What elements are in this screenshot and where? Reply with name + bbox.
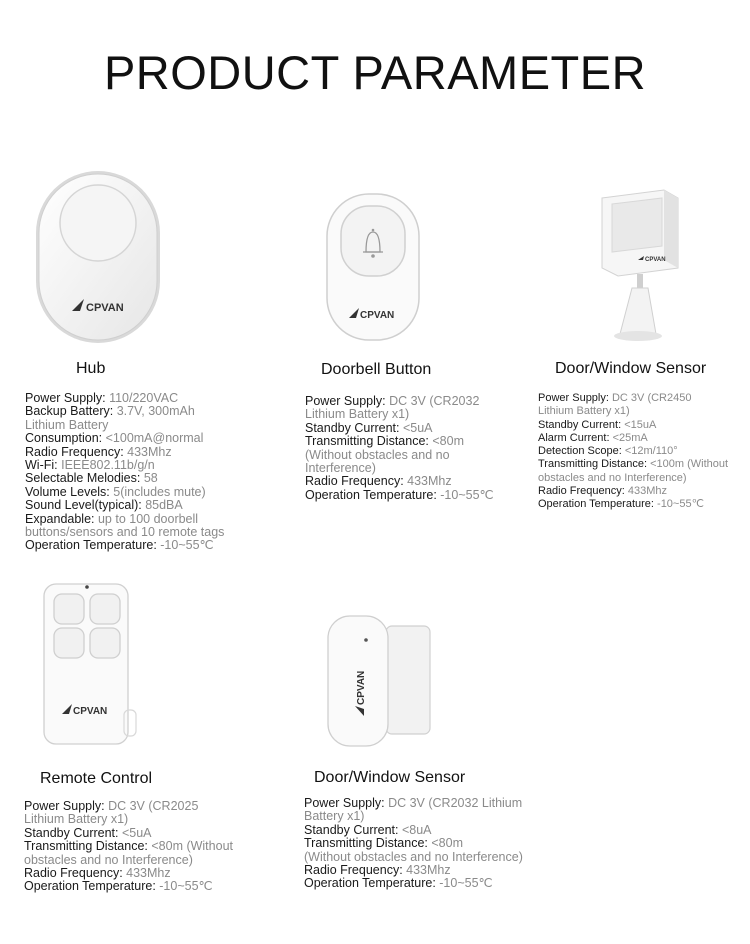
spec-value: IEEE802.11b/g/n: [61, 458, 155, 473]
remote-key-2: [90, 594, 120, 624]
contact-sensor-name: Door/Window Sensor: [314, 769, 466, 786]
spec-line: [25, 486, 224, 499]
spec-label: Radio Frequency:: [304, 863, 407, 878]
spec-line: [305, 449, 494, 462]
doorbell-image: [323, 192, 423, 344]
spec-label: Backup Battery:: [25, 404, 117, 419]
spec-value: 433Mhz: [627, 485, 668, 498]
spec-value: 58: [143, 471, 158, 486]
spec-label: Operation Temperature:: [304, 876, 440, 891]
spec-value: 433Mhz: [127, 444, 172, 459]
spec-line: [305, 435, 494, 448]
spec-value: 433Mhz: [126, 866, 171, 881]
spec-value: obstacles and no Interference): [24, 852, 193, 867]
spec-value: DC 3V (CR2032: [389, 394, 480, 408]
spec-value: Lithium Battery x1): [24, 812, 129, 827]
spec-line: [25, 539, 224, 552]
spec-line: [25, 499, 224, 512]
spec-label: Wi-Fi:: [25, 458, 62, 473]
spec-value: 85dBA: [145, 498, 183, 513]
spec-line: [24, 867, 233, 880]
spec-value: 5(includes mute): [113, 484, 206, 499]
spec-value: <100m (Without: [650, 458, 729, 471]
spec-line: [25, 446, 224, 459]
spec-line: [304, 864, 523, 877]
spec-line: [304, 810, 523, 823]
spec-line: [304, 877, 523, 890]
motion-sensor-image: [598, 188, 686, 348]
spec-line: [25, 432, 224, 445]
led-indicator: [364, 638, 368, 642]
spec-value: <12m/110°: [624, 445, 678, 458]
contact-sensor-specs: [304, 797, 523, 891]
spec-line: [24, 813, 233, 826]
spec-value: obstacles and no Interference): [538, 471, 687, 484]
hub-specs: [25, 392, 224, 553]
spec-line: [305, 422, 494, 435]
spec-value: <15uA: [624, 418, 657, 431]
spec-label: Standby Current:: [304, 822, 402, 837]
spec-value: (Without obstacles and no: [305, 447, 450, 462]
spec-line: [304, 824, 523, 837]
spec-line: [538, 419, 748, 432]
spec-line: [538, 445, 748, 458]
spec-line: [538, 472, 748, 485]
spec-label: Standby Current:: [305, 420, 403, 435]
spec-value: DC 3V (CR2450: [611, 392, 692, 404]
spec-line: [25, 419, 224, 432]
remote-key-1: [54, 594, 84, 624]
spec-label: Power Supply:: [24, 799, 109, 813]
spec-label: Alarm Current:: [538, 431, 613, 444]
spec-value: <25mA: [612, 431, 648, 444]
spec-label: Detection Scope:: [538, 445, 625, 458]
spec-value: 433Mhz: [407, 474, 452, 489]
spec-value: Lithium Battery x1): [538, 405, 630, 418]
spec-value: Lithium Battery x1): [305, 407, 410, 422]
contact-sensor-image: [326, 614, 438, 750]
page-title: PRODUCT PARAMETER: [103, 46, 647, 99]
spec-value: Lithium Battery: [25, 417, 109, 432]
spec-value: -10~55℃: [440, 487, 494, 502]
motion-sensor-name: Door/Window Sensor: [555, 360, 707, 377]
spec-line: [25, 526, 224, 539]
spec-value: DC 3V (CR2025: [108, 799, 199, 813]
spec-line: [305, 475, 494, 488]
spec-label: Power Supply:: [305, 394, 390, 408]
spec-label: Operation Temperature:: [305, 487, 441, 502]
spec-value: -10~55℃: [160, 538, 214, 553]
doorbell-name: Doorbell Button: [321, 361, 432, 378]
remote-image: [40, 580, 140, 748]
spec-line: [305, 462, 494, 475]
spec-label: Radio Frequency:: [25, 444, 128, 459]
spec-value: <80m (Without: [151, 839, 233, 854]
spec-value: -10~55℃: [657, 498, 704, 511]
spec-value: up to 100 doorbell: [97, 511, 199, 526]
hub-name: Hub: [76, 360, 106, 377]
spec-line: [538, 485, 748, 498]
spec-value: <8uA: [401, 822, 432, 837]
spec-line: [538, 405, 748, 418]
spec-value: Interference): [305, 461, 376, 476]
spec-value: <100mA@normal: [105, 431, 204, 446]
motion-sensor-specs: [538, 392, 748, 512]
doorbell-brand-logo: CPVAN: [360, 310, 395, 321]
spec-label: Radio Frequency:: [538, 485, 628, 498]
spec-label: Power Supply:: [538, 392, 612, 404]
spec-label: Transmitting Distance:: [538, 458, 651, 471]
remote-key-3: [54, 628, 84, 658]
spec-line: [25, 405, 224, 418]
remote-specs: [24, 800, 233, 894]
spec-line: [538, 432, 748, 445]
spec-label: Selectable Melodies:: [25, 471, 144, 486]
spec-label: Expandable:: [25, 511, 98, 526]
spec-line: [25, 513, 224, 526]
spec-label: Volume Levels:: [25, 484, 114, 499]
spec-value: 110/220VAC: [109, 391, 179, 405]
spec-label: Consumption:: [25, 431, 106, 446]
spec-line: [24, 880, 233, 893]
spec-line: [538, 498, 748, 511]
spec-line: [305, 489, 494, 502]
motion-brand-logo: CPVAN: [645, 257, 666, 263]
spec-value: <80m: [432, 434, 464, 449]
spec-label: Power Supply:: [25, 391, 110, 405]
spec-line: [25, 459, 224, 472]
remote-name: Remote Control: [40, 770, 153, 787]
spec-label: Standby Current:: [538, 418, 625, 431]
spec-label: Operation Temperature:: [24, 879, 160, 894]
spec-label: Power Supply:: [304, 796, 389, 810]
spec-line: [305, 395, 494, 408]
spec-line: [24, 854, 233, 867]
spec-label: Radio Frequency:: [305, 474, 408, 489]
spec-value: <80m: [431, 836, 463, 851]
contact-brand-logo: CPVAN: [356, 670, 367, 705]
spec-value: 3.7V, 300mAh: [116, 404, 195, 419]
spec-line: [304, 851, 523, 864]
hub-brand-logo: CPVAN: [86, 302, 124, 314]
remote-key-4: [90, 628, 120, 658]
spec-line: [538, 392, 748, 405]
spec-line: [24, 827, 233, 840]
spec-label: Transmitting Distance:: [304, 836, 432, 851]
doorbell-specs: [305, 395, 494, 502]
spec-line: [25, 472, 224, 485]
spec-line: [24, 840, 233, 853]
spec-value: <5uA: [402, 420, 433, 435]
spec-label: Transmitting Distance:: [305, 434, 433, 449]
led-indicator: [85, 585, 89, 589]
spec-line: [538, 458, 748, 471]
spec-line: [304, 837, 523, 850]
remote-brand-logo: CPVAN: [73, 706, 108, 717]
spec-line: [304, 797, 523, 810]
spec-label: Transmitting Distance:: [24, 839, 152, 854]
spec-value: DC 3V (CR2032 Lithium: [388, 796, 523, 810]
spec-value: <5uA: [121, 825, 152, 840]
hub-image: [30, 165, 166, 350]
spec-line: [25, 392, 224, 405]
spec-label: Sound Level(typical):: [25, 498, 146, 513]
spec-label: Standby Current:: [24, 825, 122, 840]
spec-value: -10~55℃: [439, 876, 493, 891]
spec-value: 433Mhz: [406, 863, 451, 878]
spec-value: (Without obstacles and no Interference): [304, 849, 523, 864]
spec-value: buttons/sensors and 10 remote tags: [25, 525, 225, 540]
spec-label: Radio Frequency:: [24, 866, 127, 881]
spec-label: Operation Temperature:: [538, 498, 658, 511]
spec-value: Battery x1): [304, 809, 365, 824]
spec-line: [24, 800, 233, 813]
spec-label: Operation Temperature:: [25, 538, 161, 553]
spec-line: [305, 408, 494, 421]
spec-value: -10~55℃: [159, 879, 213, 894]
